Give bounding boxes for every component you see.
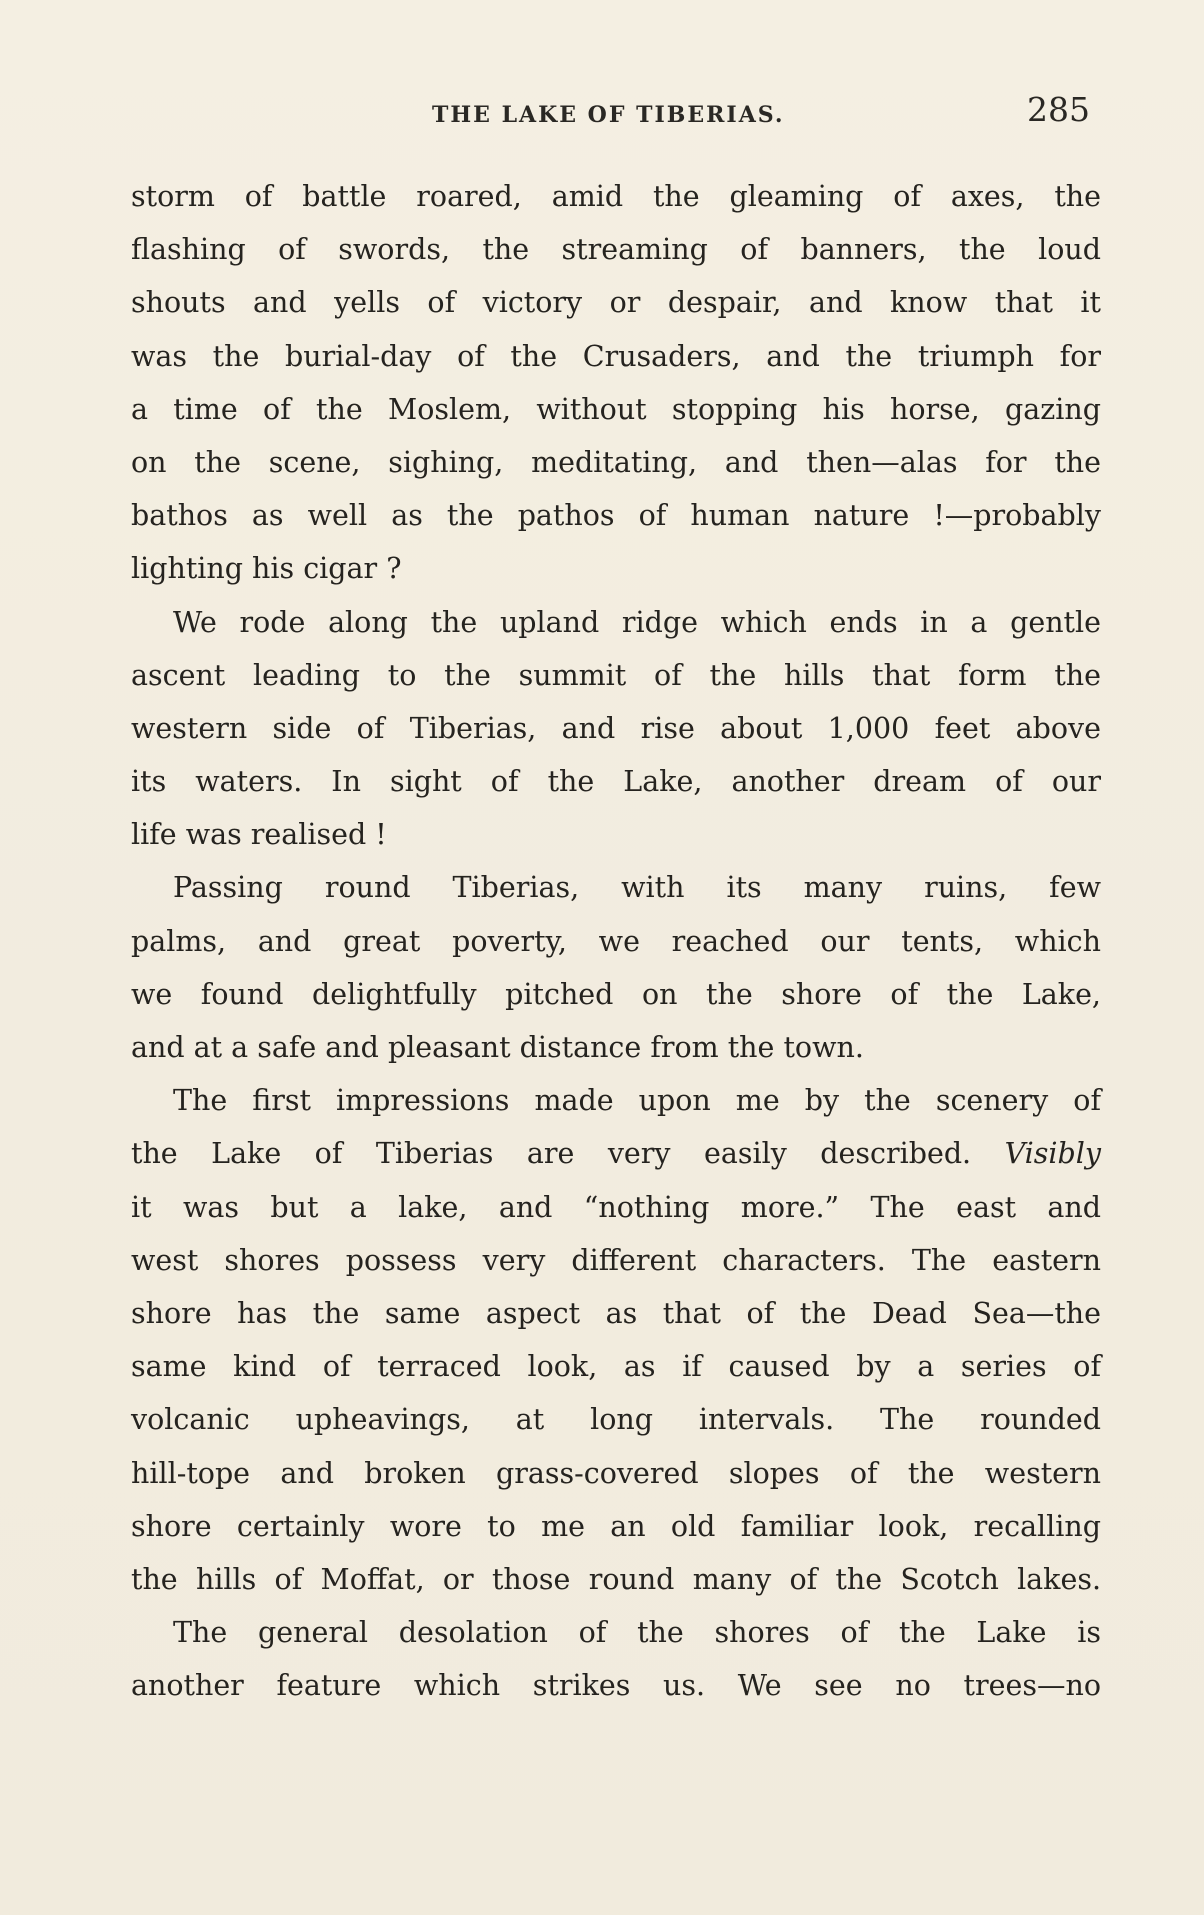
text-line: shore certainly wore to me an old familiar look, recalling (131, 1509, 1101, 1543)
text-line: was the burial-day of the Crusaders, and the triumph for (131, 339, 1101, 373)
text-line: the hills of Moffat, or those round many of the Scotch lakes. (131, 1562, 1101, 1596)
running-title: THE LAKE OF TIBERIAS. (432, 102, 785, 128)
text-line: palms, and great poverty, we reached our tents, which (131, 924, 1101, 958)
text-line: another feature which strikes us. We see no trees—no (131, 1669, 1101, 1703)
text-line: same kind of terraced look, as if caused by a series of (131, 1350, 1101, 1384)
text-line: shouts and yells of victory or despair, and know that it (131, 286, 1101, 320)
text-line: lighting his cigar ? (131, 552, 402, 586)
text-line: flashing of swords, the streaming of banners, the loud (131, 233, 1101, 267)
text-line: we found delightfully pitched on the shore of the Lake, (131, 977, 1101, 1011)
text-line: ascent leading to the summit of the hills that form the (131, 658, 1101, 692)
text-line: west shores possess very different characters. The eastern (131, 1243, 1101, 1277)
text-line: life was realised ! (131, 818, 387, 852)
text-line: We rode along the upland ridge which ends in a gentle (173, 605, 1101, 639)
running-header (0, 88, 1204, 138)
text-line: and at a safe and pleasant distance from the town. (131, 1031, 864, 1064)
text-line: volcanic upheavings, at long intervals. The rounded (131, 1403, 1101, 1437)
text-line (131, 1127, 1101, 1180)
text-line: on the scene, sighing, meditating, and then—alas for the (131, 445, 1101, 479)
text-line: hill-tope and broken grass-covered slopes of the western (131, 1456, 1101, 1490)
text-line: storm of battle roared, amid the gleaming of axes, the (131, 180, 1101, 213)
text-line: The first impressions made upon me by the scenery of (173, 1084, 1101, 1118)
text-line: The general desolation of the shores of the Lake is (173, 1616, 1101, 1650)
text-line-part: the Lake of Tiberias are very easily described. (131, 1137, 972, 1171)
text-line: a time of the Moslem, without stopping his horse, gazing (131, 392, 1101, 426)
text-line: Passing round Tiberias, with its many ruins, few (173, 871, 1101, 905)
body-text (131, 170, 1101, 1712)
italic-word: Visibly (1004, 1137, 1101, 1171)
text-line: western side of Tiberias, and rise about 1,000 feet above (131, 711, 1101, 745)
text-line: shore has the same aspect as that of the Dead Sea—the (131, 1296, 1101, 1330)
page-number: 285 (1027, 90, 1090, 129)
text-line: it was but a lake, and “nothing more.” The east and (131, 1190, 1101, 1224)
text-line: bathos as well as the pathos of human nature !—probably (131, 499, 1101, 533)
text-line: its waters. In sight of the Lake, another dream of our (131, 765, 1101, 799)
